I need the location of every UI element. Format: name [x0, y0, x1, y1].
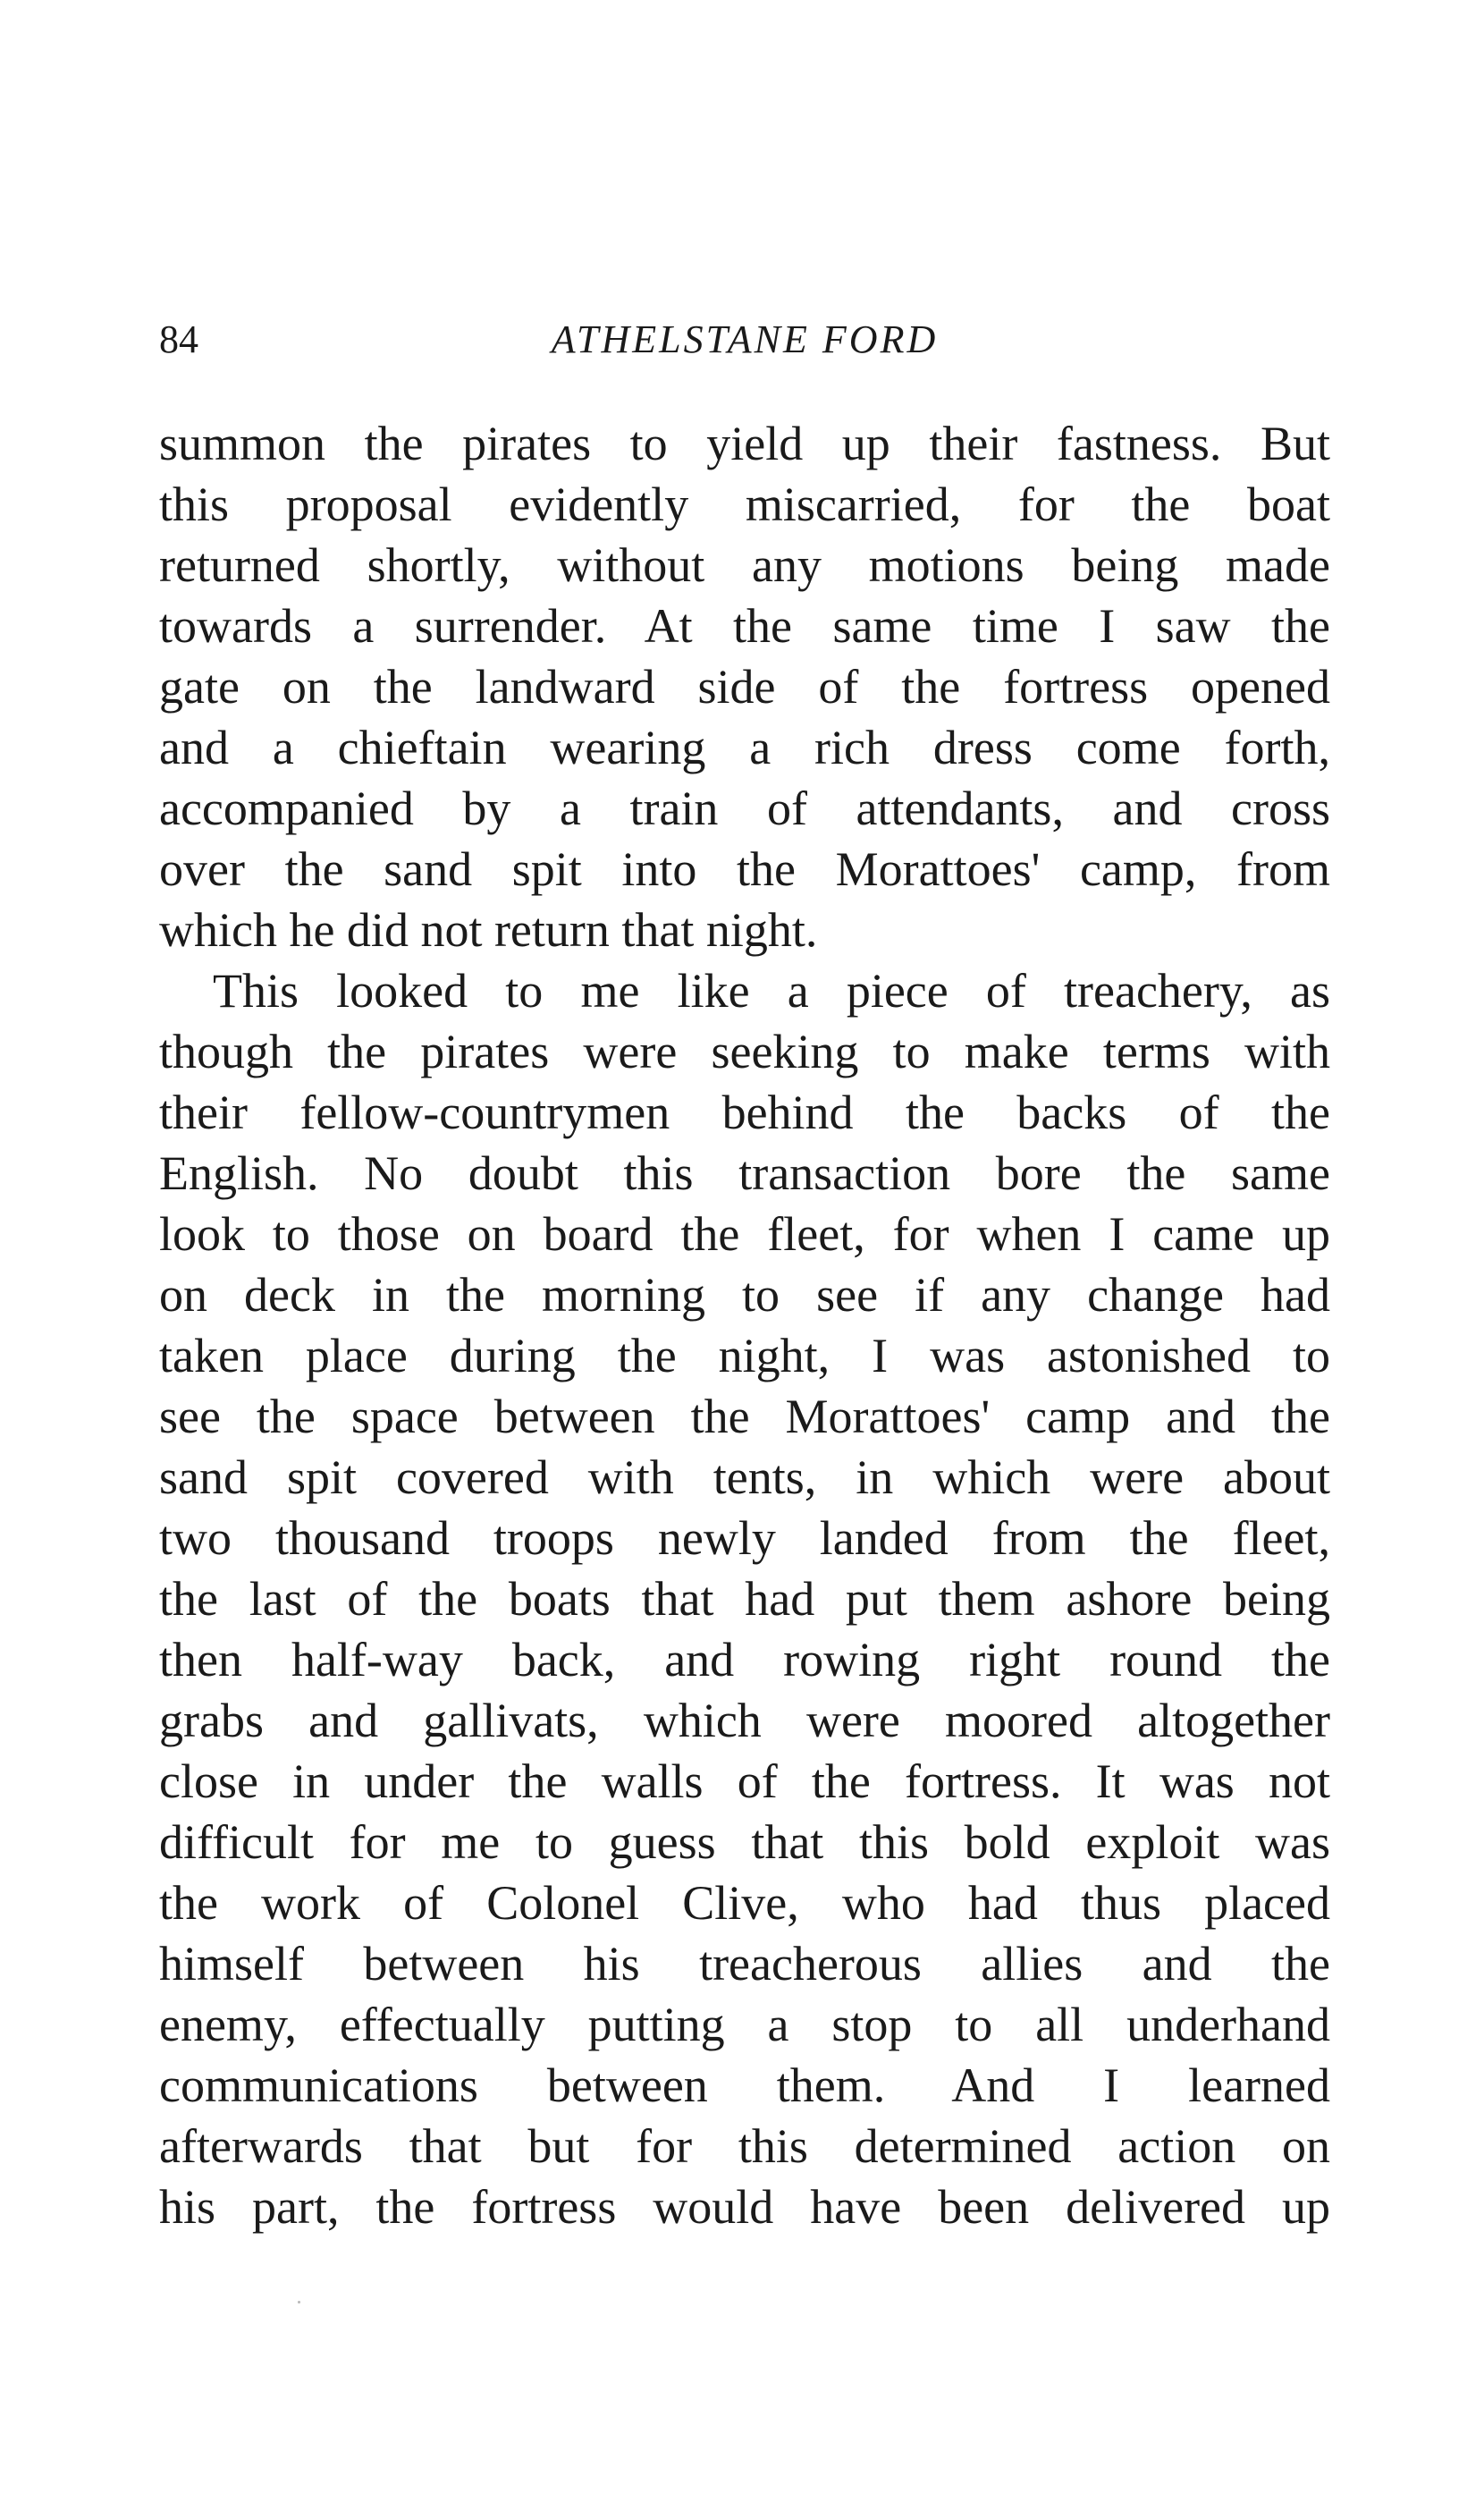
- paper-speck: [298, 2301, 300, 2303]
- text-line: though the pirates were seeking to make terms with: [159, 1025, 1330, 1078]
- text-line: two thousand troops newly landed from the fleet,: [159, 1511, 1330, 1565]
- text-line: summon the pirates to yield up their fastness. But: [159, 417, 1330, 470]
- text-line: accompanied by a train of attendants, and cross: [159, 782, 1330, 835]
- text-line: grabs and gallivats, which were moored altogether: [159, 1694, 1330, 1747]
- text-line: sand spit covered with tents, in which were about: [159, 1450, 1330, 1504]
- text-line: which he did not return that night.: [159, 903, 818, 957]
- paragraph-2: [159, 960, 1330, 2237]
- text-line: and a chieftain wearing a rich dress come forth,: [159, 721, 1330, 774]
- text-line: look to those on board the fleet, for when I came up: [159, 1207, 1330, 1261]
- running-title: ATHELSTANE FORD: [551, 317, 939, 361]
- text-line: returned shortly, without any motions being made: [159, 538, 1330, 592]
- text-line: close in under the walls of the fortress. It was not: [159, 1754, 1330, 1808]
- text-line: the work of Colonel Clive, who had thus placed: [159, 1876, 1330, 1930]
- text-line: himself between his treacherous allies and the: [159, 1937, 1330, 1991]
- text-line: on deck in the morning to see if any change had: [159, 1268, 1330, 1322]
- text-line: enemy, effectually putting a stop to all underhand: [159, 1998, 1330, 2051]
- text-line: difficult for me to guess that this bold exploit was: [159, 1815, 1330, 1869]
- text-line: communications between them. And I learned: [159, 2058, 1330, 2112]
- text-line: taken place during the night, I was astonished to: [159, 1329, 1330, 1382]
- text-line: over the sand spit into the Morattoes' camp, from: [159, 842, 1330, 896]
- text-line: afterwards that but for this determined action on: [159, 2119, 1330, 2173]
- paragraph-1: [159, 413, 1330, 960]
- text-line: This looked to me like a piece of treachery, as: [213, 964, 1330, 1018]
- running-head: [159, 311, 1330, 368]
- body-text: [159, 413, 1330, 2237]
- page-number: 84: [159, 317, 198, 361]
- text-line: gate on the landward side of the fortress opened: [159, 660, 1330, 714]
- text-line: his part, the fortress would have been delivered up: [159, 2180, 1330, 2234]
- text-line: this proposal evidently miscarried, for the boat: [159, 478, 1330, 531]
- text-line: see the space between the Morattoes' camp and the: [159, 1390, 1330, 1443]
- text-line: towards a surrender. At the same time I saw the: [159, 599, 1330, 653]
- text-line: then half-way back, and rowing right round the: [159, 1633, 1330, 1686]
- text-line: the last of the boats that had put them ashore being: [159, 1572, 1330, 1626]
- text-line: their fellow-countrymen behind the backs of the: [159, 1086, 1330, 1139]
- text-line: English. No doubt this transaction bore the same: [159, 1146, 1330, 1200]
